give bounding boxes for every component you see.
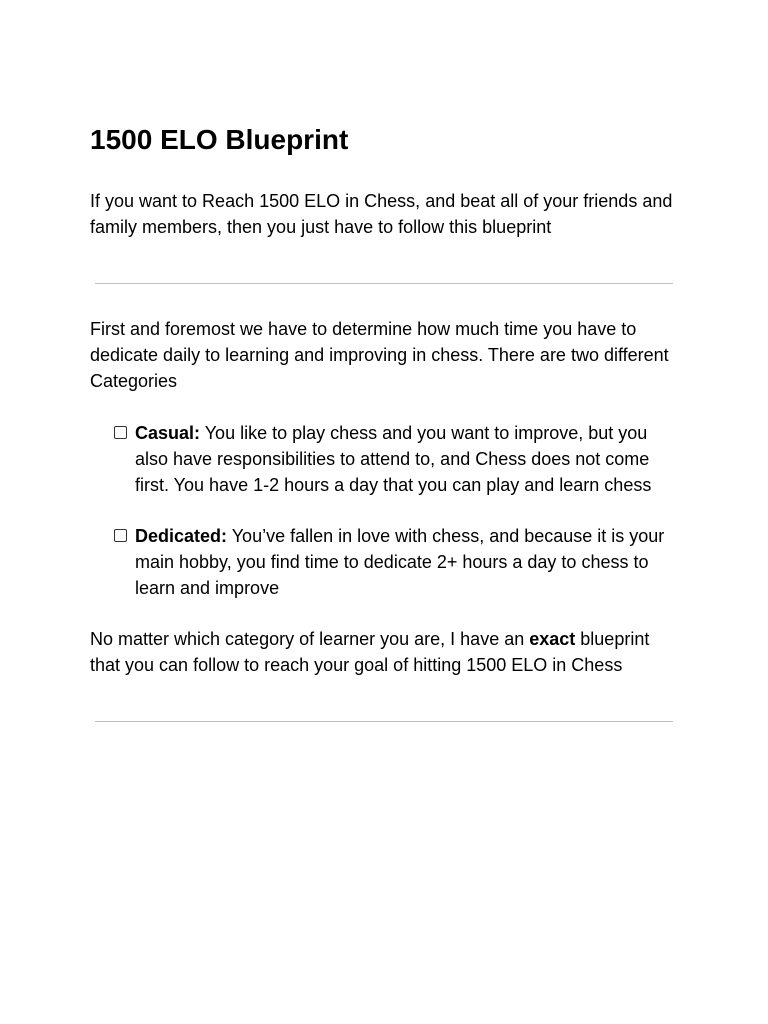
category-label: Dedicated: <box>135 526 228 546</box>
category-description: You like to play chess and you want to improve, but you also have responsibilities to attend to, and Chess does not come first. You have 1-2 hours a day that you can play and learn chess <box>135 423 652 495</box>
closing-text-after: blueprint that you can follow to reach your goal of hitting 1500 ELO in Chess <box>90 629 650 675</box>
document-title: 1500 ELO Blueprint <box>90 124 349 155</box>
checklist-dedicated <box>114 523 684 601</box>
checklist-item-dedicated <box>114 523 684 601</box>
closing-paragraph <box>90 626 680 678</box>
checkbox-icon[interactable] <box>114 529 127 542</box>
checklist-casual <box>114 420 684 498</box>
category-description: You’ve fallen in love with chess, and because it is your main hobby, you find time to dedicate 2+ hours a day to chess to learn and improve <box>135 526 665 598</box>
intro-paragraph: If you want to Reach 1500 ELO in Chess, and beat all of your friends and family members, then you just have to follow this blueprint <box>90 191 673 237</box>
horizontal-divider <box>95 721 673 722</box>
horizontal-divider <box>95 283 673 284</box>
checkbox-icon[interactable] <box>114 426 127 439</box>
checklist-item-casual <box>114 420 684 498</box>
closing-emphasis: exact <box>529 629 576 649</box>
closing-text-before: No matter which category of learner you are, I have an <box>90 629 530 649</box>
categories-intro-paragraph: First and foremost we have to determine how much time you have to dedicate daily to learning and improving in chess. There are two different Categories <box>90 319 669 391</box>
category-label: Casual: <box>135 423 201 443</box>
